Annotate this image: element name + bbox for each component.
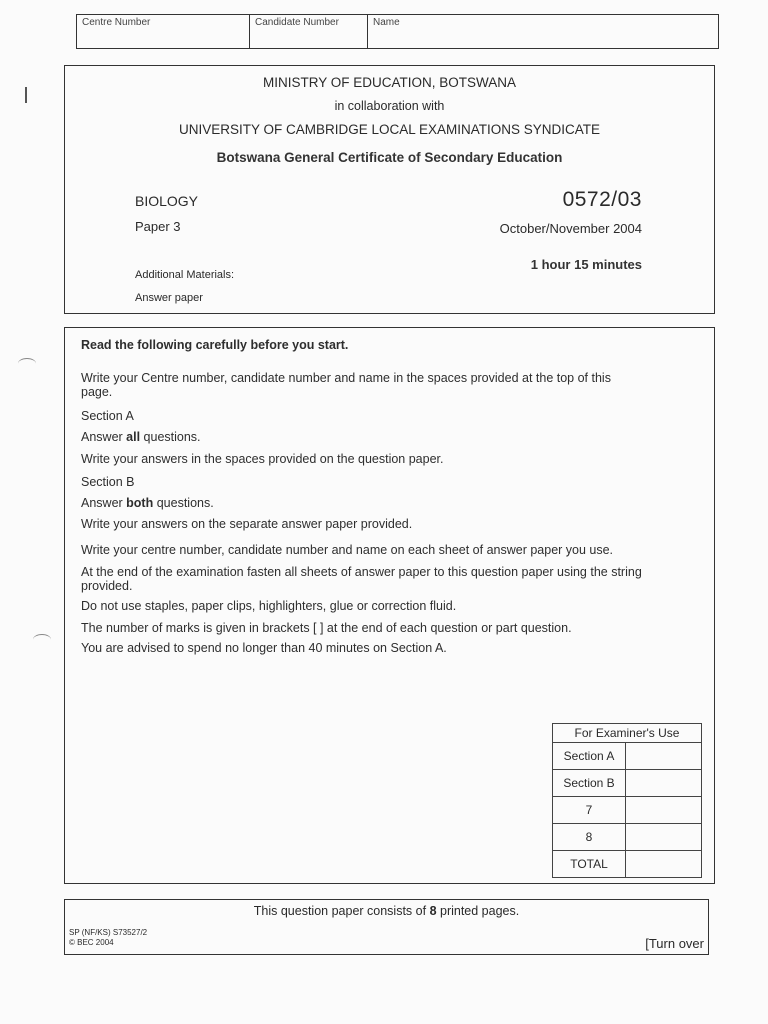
candidate-number-field (250, 15, 368, 48)
section-b-heading: Section B (81, 475, 135, 489)
centre-number-field (77, 15, 250, 48)
mark-cell (626, 824, 702, 851)
punch-hole-mark (18, 358, 36, 369)
materials-value: Answer paper (135, 292, 203, 304)
instruction-line: You are advised to spend no longer than 40 minutes on Section A. (81, 641, 447, 655)
exam-session: October/November 2004 (499, 221, 642, 236)
text: Answer (81, 496, 127, 510)
copyright: © BEC 2004 (69, 938, 114, 947)
text: printed pages. (436, 904, 520, 918)
name-label: Name (373, 17, 400, 28)
candidate-details-strip (76, 14, 719, 49)
paper-footer (64, 899, 709, 955)
university-title: UNIVERSITY OF CAMBRIDGE LOCAL EXAMINATIONS SYNDICATE (178, 122, 601, 137)
instruction-line: Write your Centre number, candidate number and name in the spaces provided at the top of this (81, 371, 611, 385)
instruction-line: Write your centre number, candidate number and name on each sheet of answer paper you use. (81, 543, 614, 557)
instruction-line: At the end of the examination fasten all sheets of answer paper to this question paper using the string (81, 565, 642, 579)
ministry-title: MINISTRY OF EDUCATION, BOTSWANA (262, 75, 517, 90)
examiner-row-label: TOTAL (553, 851, 626, 878)
subject: BIOLOGY (135, 193, 199, 209)
scan-mark (25, 87, 27, 103)
mark-cell (626, 770, 702, 797)
examiner-row-label: 8 (553, 824, 626, 851)
name-field (368, 15, 718, 48)
instruction-line: Do not use staples, paper clips, highlighters, glue or correction fluid. (81, 599, 457, 613)
page-number: 8 (429, 904, 437, 918)
mark-cell (626, 743, 702, 770)
emphasis: all (126, 430, 141, 444)
section-a-answer (81, 430, 201, 444)
text: questions. (153, 496, 214, 510)
reference-code: SP (NF/KS) S73527/2 (69, 928, 148, 937)
materials-label: Additional Materials: (135, 269, 235, 281)
instruction-line: provided. (81, 579, 133, 593)
examiner-use-table (552, 723, 702, 878)
mark-cell (626, 797, 702, 824)
section-a-write: Write your answers in the spaces provided on the question paper. (81, 452, 444, 466)
text: This question paper consists of (253, 904, 430, 918)
paper-code: 0572/03 (562, 188, 642, 211)
centre-number-label: Centre Number (82, 17, 151, 28)
instructions-heading: Read the following carefully before you start. (81, 338, 349, 352)
section-b-write: Write your answers on the separate answer paper provided. (81, 517, 413, 531)
section-b-answer (81, 496, 214, 510)
examiner-row-label: Section A (553, 743, 626, 770)
instruction-line: The number of marks is given in brackets [ ] at the end of each question or part question. (81, 621, 572, 635)
text: questions. (140, 430, 201, 444)
mark-cell (626, 851, 702, 878)
examiner-row-label: 7 (553, 797, 626, 824)
instructions-box (64, 327, 715, 884)
candidate-number-label: Candidate Number (255, 17, 339, 28)
page-count (65, 904, 708, 918)
paper-number: Paper 3 (135, 219, 181, 234)
punch-hole-mark (33, 634, 51, 645)
certificate-title: Botswana General Certificate of Secondary Education (216, 150, 563, 165)
section-a-heading: Section A (81, 409, 134, 423)
instruction-line: page. (81, 385, 113, 399)
examiner-row-label: Section B (553, 770, 626, 797)
paper-header (64, 65, 715, 314)
text: Answer (81, 430, 127, 444)
turn-over: [Turn over (645, 936, 704, 951)
exam-duration: 1 hour 15 minutes (530, 257, 642, 272)
examiner-table-title: For Examiner's Use (553, 724, 702, 743)
collab-line: in collaboration with (334, 99, 445, 113)
emphasis: both (126, 496, 154, 510)
